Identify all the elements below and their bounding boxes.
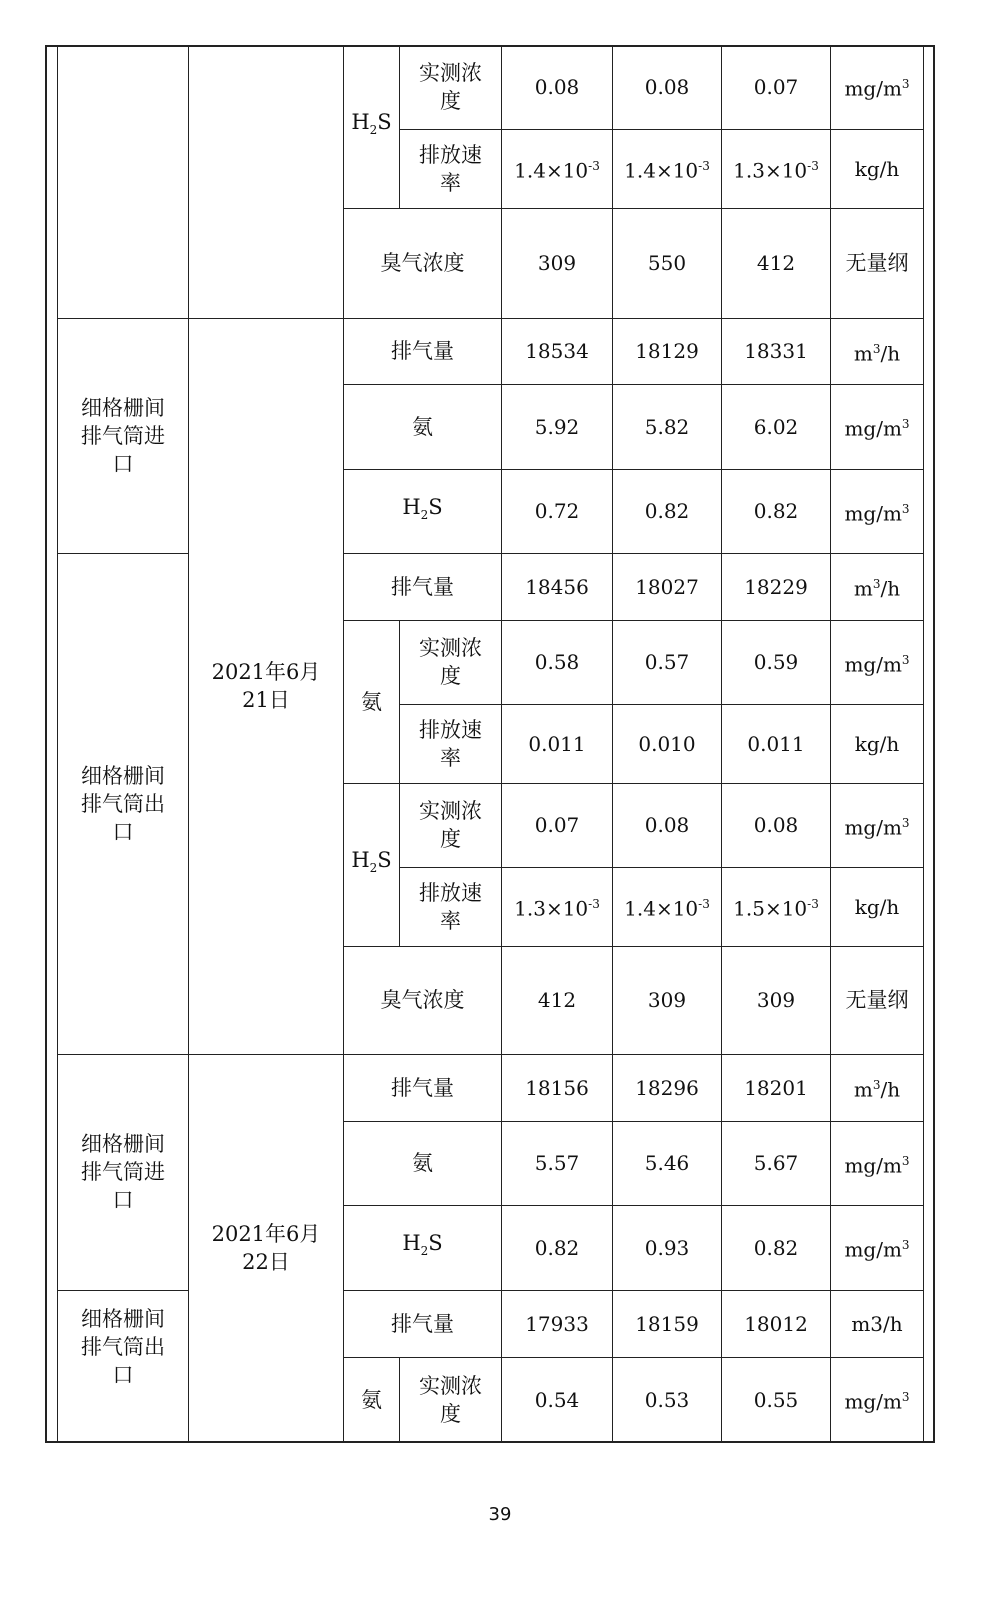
value-cell: 18129 [613, 318, 722, 384]
unit-cell: $mg/m^3$ [831, 1121, 924, 1205]
value-cell: 5.92 [502, 384, 613, 469]
value-cell: 18296 [613, 1054, 722, 1121]
value-cell: 0.82 [722, 469, 831, 553]
item-h2s: $H_2S$ [344, 469, 502, 553]
date-cell: 2021年6月21日 [189, 318, 344, 1054]
value-cell: $1.5\times 10^{-3}$ [722, 867, 831, 946]
item-h2s: $H_2S$ [344, 1205, 502, 1290]
value-cell: 17933 [502, 1290, 613, 1357]
value-cell: 0.07 [502, 783, 613, 867]
table-row [58, 1290, 924, 1357]
item-h2s: $H_2S$ [344, 45, 400, 208]
unit-cell: $mg/m^3$ [831, 469, 924, 553]
table-row [58, 553, 924, 620]
value-cell: $1.3\times 10^{-3}$ [722, 129, 831, 208]
value-cell: 0.82 [613, 469, 722, 553]
location-outlet: 细格栅间排气筒出口 [58, 1290, 189, 1442]
value-cell: 0.57 [613, 620, 722, 704]
value-cell: 0.58 [502, 620, 613, 704]
value-cell: 0.08 [613, 45, 722, 129]
value-cell: 309 [613, 946, 722, 1054]
item-ammonia: 氨 [344, 1121, 502, 1205]
value-cell: 18027 [613, 553, 722, 620]
unit-cell: $mg/m^3$ [831, 1357, 924, 1442]
value-cell: $1.4\times 10^{-3}$ [613, 129, 722, 208]
unit-cell: $m^3/h$ [831, 553, 924, 620]
value-cell: 18156 [502, 1054, 613, 1121]
value-cell: 5.57 [502, 1121, 613, 1205]
table-row [58, 45, 924, 129]
table-row [58, 1054, 924, 1121]
value-cell: 18456 [502, 553, 613, 620]
value-cell: 0.72 [502, 469, 613, 553]
value-cell: 0.011 [502, 704, 613, 783]
value-cell: 0.55 [722, 1357, 831, 1442]
item-ammonia: 氨 [344, 384, 502, 469]
location-inlet: 细格栅间排气筒进口 [58, 1054, 189, 1290]
item-exhaust-volume: 排气量 [344, 553, 502, 620]
location-outlet: 细格栅间排气筒出口 [58, 553, 189, 1054]
value-cell: 18012 [722, 1290, 831, 1357]
value-cell: $1.4\times 10^{-3}$ [613, 867, 722, 946]
value-cell: 6.02 [722, 384, 831, 469]
value-cell: 18229 [722, 553, 831, 620]
date-cell: 2021年6月22日 [189, 1054, 344, 1442]
subitem-measured-conc: 实测浓度 [400, 620, 502, 704]
subitem-measured-conc: 实测浓度 [400, 45, 502, 129]
unit-cell: $mg/m^3$ [831, 1205, 924, 1290]
item-ammonia: 氨 [344, 1357, 400, 1442]
value-cell: 0.54 [502, 1357, 613, 1442]
subitem-measured-conc: 实测浓度 [400, 1357, 502, 1442]
table-row [58, 318, 924, 384]
value-cell: 0.07 [722, 45, 831, 129]
value-cell: 18331 [722, 318, 831, 384]
unit-cell: kg/h [831, 129, 924, 208]
value-cell: 18201 [722, 1054, 831, 1121]
unit-cell: kg/h [831, 867, 924, 946]
value-cell: 550 [613, 208, 722, 318]
location-inlet: 细格栅间排气筒进口 [58, 318, 189, 553]
value-cell: 0.59 [722, 620, 831, 704]
unit-cell: 无量纲 [831, 946, 924, 1054]
value-cell: 18534 [502, 318, 613, 384]
value-cell: 5.67 [722, 1121, 831, 1205]
value-cell: 309 [722, 946, 831, 1054]
value-cell: 0.08 [722, 783, 831, 867]
value-cell: 309 [502, 208, 613, 318]
item-exhaust-volume: 排气量 [344, 318, 502, 384]
value-cell: 0.93 [613, 1205, 722, 1290]
value-cell: $1.4\times 10^{-3}$ [502, 129, 613, 208]
unit-cell: m3/h [831, 1290, 924, 1357]
value-cell: 0.82 [502, 1205, 613, 1290]
value-cell: 0.011 [722, 704, 831, 783]
unit-cell: $mg/m^3$ [831, 384, 924, 469]
unit-cell: 无量纲 [831, 208, 924, 318]
monitoring-table [57, 45, 924, 1443]
location-cell-empty [58, 45, 189, 318]
item-exhaust-volume: 排气量 [344, 1290, 502, 1357]
value-cell: 18159 [613, 1290, 722, 1357]
unit-cell: $mg/m^3$ [831, 620, 924, 704]
subitem-emission-rate: 排放速率 [400, 867, 502, 946]
unit-cell: $m^3/h$ [831, 1054, 924, 1121]
item-odor-conc: 臭气浓度 [344, 208, 502, 318]
value-cell: 0.08 [613, 783, 722, 867]
item-ammonia: 氨 [344, 620, 400, 783]
item-odor-conc: 臭气浓度 [344, 946, 502, 1054]
page-number: 39 [488, 1504, 512, 1525]
value-cell: 0.010 [613, 704, 722, 783]
subitem-emission-rate: 排放速率 [400, 129, 502, 208]
item-h2s: $H_2S$ [344, 783, 400, 946]
subitem-measured-conc: 实测浓度 [400, 783, 502, 867]
item-exhaust-volume: 排气量 [344, 1054, 502, 1121]
value-cell: 0.08 [502, 45, 613, 129]
subitem-emission-rate: 排放速率 [400, 704, 502, 783]
value-cell: 0.82 [722, 1205, 831, 1290]
unit-cell: $m^3/h$ [831, 318, 924, 384]
unit-cell: kg/h [831, 704, 924, 783]
value-cell: 412 [722, 208, 831, 318]
value-cell: $1.3\times 10^{-3}$ [502, 867, 613, 946]
value-cell: 5.82 [613, 384, 722, 469]
unit-cell: $mg/m^3$ [831, 45, 924, 129]
value-cell: 5.46 [613, 1121, 722, 1205]
value-cell: 412 [502, 946, 613, 1054]
value-cell: 0.53 [613, 1357, 722, 1442]
unit-cell: $mg/m^3$ [831, 783, 924, 867]
date-cell-empty [189, 45, 344, 318]
